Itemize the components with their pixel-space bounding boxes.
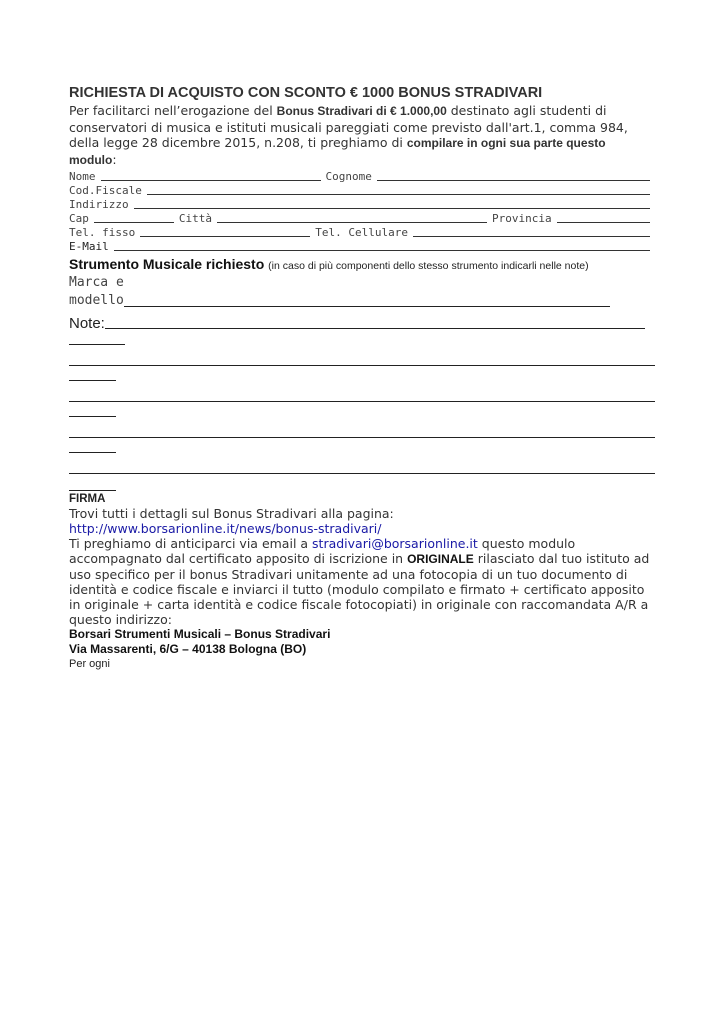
note-field-3[interactable] — [69, 381, 655, 402]
form-page — [69, 82, 655, 672]
intro-paragraph — [69, 103, 655, 168]
instructions-paragraph — [69, 536, 655, 627]
note-field-2-cont[interactable] — [69, 366, 116, 381]
details-text: Trovi tutti i dettagli sul Bonus Stradivari alla pagina: — [69, 506, 394, 521]
telcellulare-field[interactable] — [413, 225, 650, 237]
email-field[interactable] — [114, 239, 650, 251]
cognome-field[interactable] — [377, 169, 650, 181]
signature-field[interactable] — [69, 474, 116, 491]
nome-field[interactable] — [101, 169, 321, 181]
instructions-text-2: questo modulo accompagnato dal certificato apposito di iscrizione in — [69, 536, 576, 566]
email-label: E-Mail — [69, 240, 109, 253]
intro-text-1: Per facilitarci nell’erogazione del — [69, 103, 277, 118]
page-title: RICHIESTA DI ACQUISTO CON SCONTO € 1000 BONUS STRADIVARI — [69, 85, 543, 101]
note-field-1-cont[interactable] — [69, 332, 125, 345]
row-email — [69, 239, 655, 253]
codfiscale-label: Cod.Fiscale — [69, 184, 142, 197]
provincia-field[interactable] — [557, 211, 650, 223]
contact-email-link[interactable]: stradivari@borsarionline.it — [312, 536, 478, 551]
note-field-4[interactable] — [69, 417, 655, 438]
instrument-heading-text: Strumento Musicale richiesto — [69, 256, 265, 272]
modello-field[interactable] — [124, 292, 610, 307]
note-field-2[interactable] — [69, 345, 655, 366]
indirizzo-label: Indirizzo — [69, 198, 129, 211]
instructions-original-bold: ORIGINALE — [407, 552, 474, 566]
cognome-label: Cognome — [325, 170, 372, 183]
note-field-3-cont[interactable] — [69, 402, 116, 417]
instructions-text-3: rilasciato dal tuo istituto ad uso specifico per il bonus Stradivari unitamente ad una fotocopia di un tuo documento di identità e codice fiscale e inviarci il tutto (modulo compilato e firmato + certificato apposito in originale + carta identità e codice fiscale fotocopiati) in originale con raccomandata A/R a questo indirizzo: — [69, 551, 650, 627]
instrument-hint: (in caso di più componenti dello stesso strumento indicarli nelle note) — [268, 260, 589, 272]
row-modello — [69, 292, 655, 310]
nome-label: Nome — [69, 170, 96, 183]
note-field-4-cont[interactable] — [69, 438, 116, 453]
row-telefoni — [69, 225, 655, 239]
citta-label: Città — [178, 212, 212, 225]
cap-label: Cap — [69, 212, 89, 225]
cap-field[interactable] — [94, 211, 174, 223]
codfiscale-field[interactable] — [147, 183, 650, 195]
indirizzo-field[interactable] — [134, 197, 650, 209]
row-indirizzo — [69, 197, 655, 211]
marca-label: Marca e — [69, 275, 124, 290]
intro-fill-instruction: compilare in ogni sua parte questo modulo — [69, 136, 606, 167]
address-line-1: Borsari Strumenti Musicali – Bonus Stradivari — [69, 627, 331, 641]
telfisso-field[interactable] — [140, 225, 310, 237]
intro-bonus-amount: Bonus Stradivari di € 1.000,00 — [276, 104, 447, 118]
intro-text-2: destinato agli studenti di conservatori di musica e istituti musicali pareggiati come previsto dall'art.1, comma 984, della legge 28 dicembre 2015, n.208, ti preghiamo di — [69, 103, 628, 150]
telcellulare-label: Tel. Cellulare — [315, 226, 408, 239]
note-field-5[interactable] — [69, 453, 655, 474]
instructions-text-1: Ti preghiamo di anticiparci via email a — [69, 536, 313, 551]
address-line-2: Via Massarenti, 6/G – 40138 Bologna (BO) — [69, 642, 307, 656]
row-note — [69, 312, 655, 332]
row-cap-citta-provincia — [69, 211, 655, 225]
telfisso-label: Tel. fisso — [69, 226, 136, 239]
instrument-heading — [69, 256, 655, 272]
provincia-label: Provincia — [492, 212, 552, 225]
firma-label: FIRMA — [69, 493, 106, 505]
note-label: Note: — [69, 315, 105, 332]
citta-field[interactable] — [217, 211, 487, 223]
row-nome-cognome — [69, 169, 655, 183]
footer-text: Per ogni — [69, 658, 110, 670]
personal-fields — [69, 169, 655, 253]
note-field-1[interactable] — [105, 312, 645, 329]
intro-text-3: : — [112, 151, 117, 167]
modello-label: modello — [69, 293, 124, 308]
row-codfiscale — [69, 183, 655, 197]
details-link[interactable]: http://www.borsarionline.it/news/bonus-stradivari/ — [69, 521, 382, 536]
